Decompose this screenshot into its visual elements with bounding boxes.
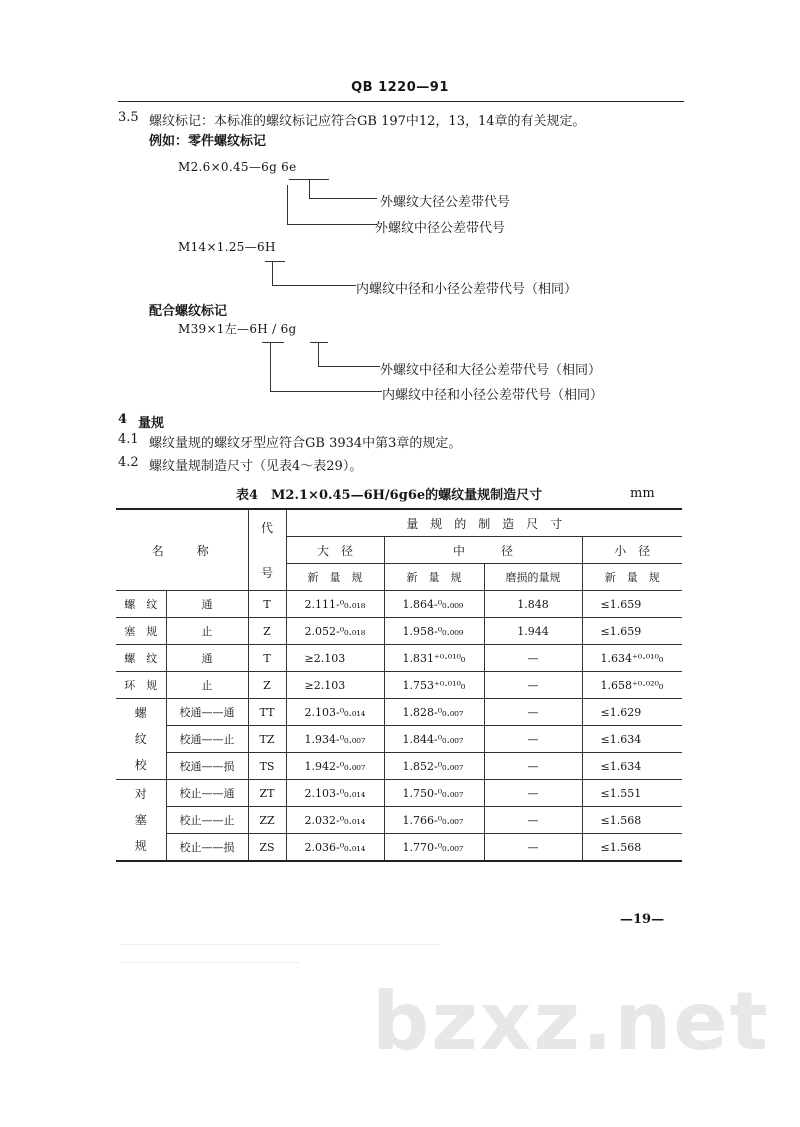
row-name: 通	[166, 645, 248, 672]
row-pitch-new: 1.770-⁰₀.₀₀₇	[384, 834, 484, 862]
row-pitch-new: 1.852-⁰₀.₀₀₇	[384, 753, 484, 780]
row-pitch-new: 1.831⁺⁰·⁰¹⁰₀	[384, 645, 484, 672]
row-pitch-worn: —	[484, 780, 582, 807]
section-4-1-number: 4.1	[118, 432, 139, 447]
table-caption: 表4 M2.1×0.45—6H/6g6e的螺纹量规制造尺寸	[236, 488, 543, 503]
row-pitch-new: 1.844-⁰₀.₀₀₇	[384, 726, 484, 753]
table-row	[116, 591, 682, 618]
row-minor: ≤1.634	[582, 753, 682, 780]
header-pitch: 中 径	[384, 537, 582, 564]
row-code: ZZ	[248, 807, 286, 834]
mark1-leader-a	[309, 198, 377, 199]
fit-mark-label: 配合螺纹标记	[149, 304, 228, 319]
row-group: 塞 规	[116, 618, 166, 645]
row-minor: 1.634⁺⁰·⁰¹⁰₀	[582, 645, 682, 672]
row-pitch-new: 1.828-⁰₀.₀₀₇	[384, 699, 484, 726]
row-name: 校通——通	[166, 699, 248, 726]
row-minor: ≤1.659	[582, 618, 682, 645]
row-minor: ≤1.568	[582, 807, 682, 834]
row-name: 校止——止	[166, 807, 248, 834]
sub-major-new: 新 量 规	[286, 564, 384, 591]
page-number: —19—	[620, 912, 665, 927]
sub-pitch-new: 新 量 规	[384, 564, 484, 591]
header-minor: 小 径	[582, 537, 682, 564]
header-code	[248, 509, 286, 591]
row-name: 止	[166, 618, 248, 645]
mark3-stem-a	[318, 342, 319, 366]
group-char: 对	[134, 787, 147, 801]
thread-mark-2: M14×1.25—6H	[178, 240, 276, 254]
row-minor: ≤1.568	[582, 834, 682, 862]
row-major: ≥2.103	[286, 672, 384, 699]
row-code: TT	[248, 699, 286, 726]
row-code: T	[248, 645, 286, 672]
mark1-stem-a	[309, 179, 310, 199]
mark3-leader-a	[318, 366, 380, 367]
row-major: 2.036-⁰₀.₀₁₄	[286, 834, 384, 862]
table-row	[116, 726, 682, 753]
table-row	[116, 699, 682, 726]
example-label: 例如：零件螺纹标记	[149, 134, 267, 149]
mark3-label-b: 内螺纹中径和小径公差带代号（相同）	[382, 388, 604, 403]
section-4-number: 4	[118, 412, 128, 427]
row-pitch-new: 1.753⁺⁰·⁰¹⁰₀	[384, 672, 484, 699]
header-main: 量 规 的 制 造 尺 寸	[286, 509, 682, 537]
row-minor: ≤1.629	[582, 699, 682, 726]
thread-mark-3: M39×1左—6H / 6g	[178, 322, 297, 336]
row-code: Z	[248, 672, 286, 699]
row-code: ZS	[248, 834, 286, 862]
row-minor: ≤1.659	[582, 591, 682, 618]
row-pitch-worn: —	[484, 699, 582, 726]
row-pitch-worn: —	[484, 645, 582, 672]
table-row	[116, 618, 682, 645]
row-pitch-worn: 1.944	[484, 618, 582, 645]
row-major: ≥2.103	[286, 645, 384, 672]
mark1-stem-b	[287, 185, 288, 225]
row-major: 2.103-⁰₀.₀₁₄	[286, 699, 384, 726]
mark3-stem-b	[270, 342, 271, 392]
row-major: 2.103-⁰₀.₀₁₄	[286, 780, 384, 807]
mark2-leader	[272, 285, 356, 286]
mark1-label-b: 外螺纹中径公差带代号	[375, 221, 506, 236]
row-code: T	[248, 591, 286, 618]
row-minor: ≤1.634	[582, 726, 682, 753]
row-major: 2.052-⁰₀.₀₁₈	[286, 618, 384, 645]
sub-minor-new: 新 量 规	[582, 564, 682, 591]
row-name: 校通——损	[166, 753, 248, 780]
section-3-5-text: 螺纹标记：本标准的螺纹标记应符合GB 197中12，13，14章的有关规定。	[149, 114, 586, 129]
thread-mark-1: M2.6×0.45—6g 6e	[178, 160, 297, 174]
mark2-stem	[272, 261, 273, 285]
row-name: 校止——损	[166, 834, 248, 862]
mark2-underline	[265, 261, 285, 262]
table-row	[116, 834, 682, 862]
header-rule	[118, 101, 684, 102]
row-group: 螺 纹	[116, 591, 166, 618]
section-4-2-number: 4.2	[118, 455, 139, 470]
row-pitch-worn: —	[484, 834, 582, 862]
row-major: 2.111-⁰₀.₀₁₈	[286, 591, 384, 618]
header-major: 大 径	[286, 537, 384, 564]
row-group: 环 规	[116, 672, 166, 699]
row-name: 通	[166, 591, 248, 618]
header-code-top: 代	[260, 521, 273, 535]
row-major: 1.942-⁰₀.₀₀₇	[286, 753, 384, 780]
row-group-check-b	[116, 780, 166, 862]
mark3-underline-a	[262, 342, 284, 343]
row-name: 止	[166, 672, 248, 699]
row-code: TS	[248, 753, 286, 780]
table-row	[116, 807, 682, 834]
mark3-leader-b	[270, 391, 382, 392]
row-pitch-new: 1.750-⁰₀.₀₀₇	[384, 780, 484, 807]
section-4-title: 量规	[138, 416, 165, 431]
group-char: 螺	[134, 706, 147, 720]
row-major: 2.032-⁰₀.₀₁₄	[286, 807, 384, 834]
section-4-1-text: 螺纹量规的螺纹牙型应符合GB 3934中第3章的规定。	[149, 436, 462, 451]
row-pitch-worn: —	[484, 726, 582, 753]
gauge-dimension-table	[116, 508, 682, 862]
header-name: 名 称	[116, 509, 248, 591]
row-name: 校通——止	[166, 726, 248, 753]
row-pitch-worn: —	[484, 672, 582, 699]
row-pitch-new: 1.958-⁰₀.₀₀₉	[384, 618, 484, 645]
group-char: 校	[134, 758, 147, 772]
group-char: 规	[134, 839, 147, 853]
row-pitch-worn: —	[484, 807, 582, 834]
mark1-leader-b	[287, 224, 377, 225]
group-char: 纹	[134, 732, 147, 746]
row-name: 校止——通	[166, 780, 248, 807]
section-3-5-number: 3.5	[118, 110, 139, 125]
mark2-label: 内螺纹中径和小径公差带代号（相同）	[356, 282, 578, 297]
scan-noise	[120, 962, 300, 963]
table-row	[116, 645, 682, 672]
document-code: QB 1220—91	[351, 80, 449, 95]
row-pitch-worn: 1.848	[484, 591, 582, 618]
watermark-logo: bzxz.net	[372, 975, 770, 1068]
sub-pitch-worn: 磨损的量规	[484, 564, 582, 591]
mark3-underline-b	[310, 342, 328, 343]
row-group: 螺 纹	[116, 645, 166, 672]
row-minor: 1.658⁺⁰·⁰²⁰₀	[582, 672, 682, 699]
row-pitch-new: 1.766-⁰₀.₀₀₇	[384, 807, 484, 834]
mark3-label-a: 外螺纹中径和大径公差带代号（相同）	[380, 363, 602, 378]
row-minor: ≤1.551	[582, 780, 682, 807]
row-pitch-new: 1.864-⁰₀.₀₀₉	[384, 591, 484, 618]
table-unit: mm	[630, 486, 655, 501]
header-code-bottom: 号	[260, 566, 273, 580]
mark1-label-a: 外螺纹大径公差带代号	[380, 195, 511, 210]
table-row	[116, 672, 682, 699]
row-major: 1.934-⁰₀.₀₀₇	[286, 726, 384, 753]
row-code: Z	[248, 618, 286, 645]
row-code: TZ	[248, 726, 286, 753]
row-code: ZT	[248, 780, 286, 807]
table-row	[116, 780, 682, 807]
group-char: 塞	[134, 813, 147, 827]
row-pitch-worn: —	[484, 753, 582, 780]
scan-noise	[120, 944, 440, 945]
section-4-2-text: 螺纹量规制造尺寸（见表4～表29）。	[149, 459, 363, 474]
table-row	[116, 753, 682, 780]
row-group-check-a	[116, 699, 166, 780]
